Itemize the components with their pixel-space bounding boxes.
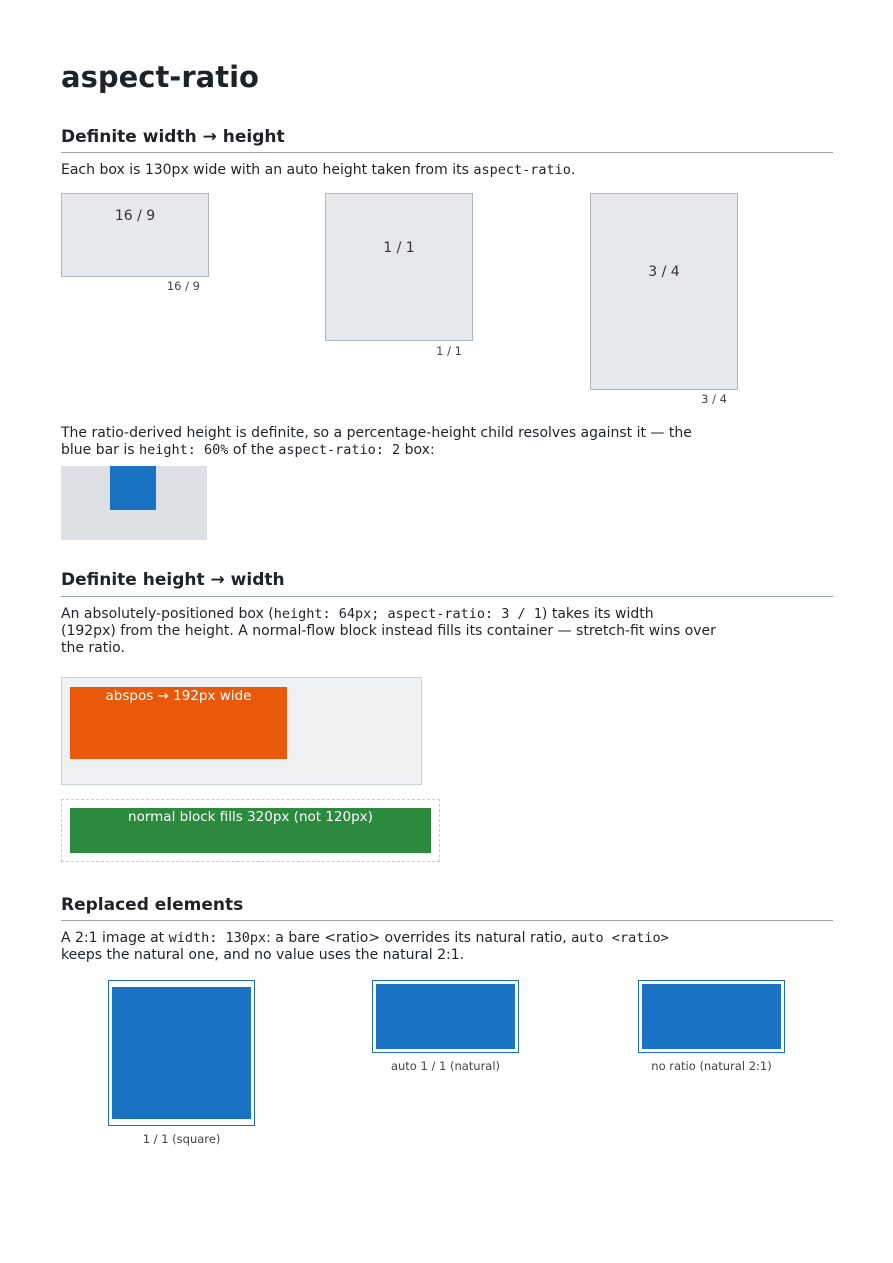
- ratio-box-caption: 16 / 9: [166, 279, 200, 293]
- ratio-box-16-9: [61, 193, 209, 277]
- replaced-image-square: [108, 980, 255, 1126]
- ratio-box-1-1: [325, 193, 473, 341]
- abspos-box: abspos → 192px wide: [70, 687, 287, 759]
- image-caption: auto 1 / 1 (natural): [390, 1059, 501, 1073]
- normal-flow-block: normal block fills 320px (not 120px): [70, 808, 431, 853]
- section3-line1: A 2:1 image at width: 130px: a bare <ratio> overrides its natural ratio, auto <ratio>: [61, 930, 669, 946]
- ratio-box-label: 3 / 4: [648, 264, 680, 280]
- abspos-container: [61, 677, 422, 785]
- percentage-height-bar: [110, 466, 156, 510]
- section2-line1: An absolutely-positioned box (height: 64px; aspect-ratio: 3 / 1) takes its width: [61, 606, 654, 622]
- section2-line2: (192px) from the height. A normal-flow block instead fills its container — stretch-fit wins over: [61, 623, 716, 639]
- section-divider: [61, 596, 833, 597]
- section1-intro: Each box is 130px wide with an auto height taken from its aspect-ratio.: [61, 162, 576, 178]
- image-content: [112, 987, 251, 1119]
- image-content: [376, 984, 515, 1049]
- image-caption: no ratio (natural 2:1): [651, 1059, 772, 1073]
- ratio-box-caption: 1 / 1: [436, 344, 462, 358]
- image-content: [642, 984, 781, 1049]
- aspect-ratio-2-container: [61, 466, 207, 540]
- ratio-box-3-4: [590, 193, 738, 390]
- section-heading-replaced-elements: Replaced elements: [61, 895, 244, 915]
- section-divider: [61, 152, 833, 153]
- section3-line2: keeps the natural one, and no value uses the natural 2:1.: [61, 947, 465, 963]
- ratio-box-label: 1 / 1: [383, 240, 415, 256]
- replaced-image-auto-ratio: [372, 980, 519, 1053]
- code-aspect-ratio: aspect-ratio: [473, 162, 571, 178]
- section-divider: [61, 920, 833, 921]
- section1-paragraph-line1: The ratio-derived height is definite, so a percentage-height child resolves against it — the: [61, 425, 692, 441]
- ratio-box-caption: 3 / 4: [701, 392, 727, 406]
- section2-line3: the ratio.: [61, 640, 125, 656]
- normal-flow-container: [61, 799, 440, 862]
- section-heading-height-to-width: Definite height → width: [61, 570, 285, 590]
- ratio-box-label: 16 / 9: [114, 208, 156, 224]
- section1-paragraph-line2: blue bar is height: 60% of the aspect-ratio: 2 box:: [61, 442, 435, 458]
- page-title: aspect-ratio: [61, 60, 259, 94]
- replaced-image-no-ratio: [638, 980, 785, 1053]
- image-caption: 1 / 1 (square): [142, 1132, 221, 1146]
- section-heading-width-to-height: Definite width → height: [61, 127, 285, 147]
